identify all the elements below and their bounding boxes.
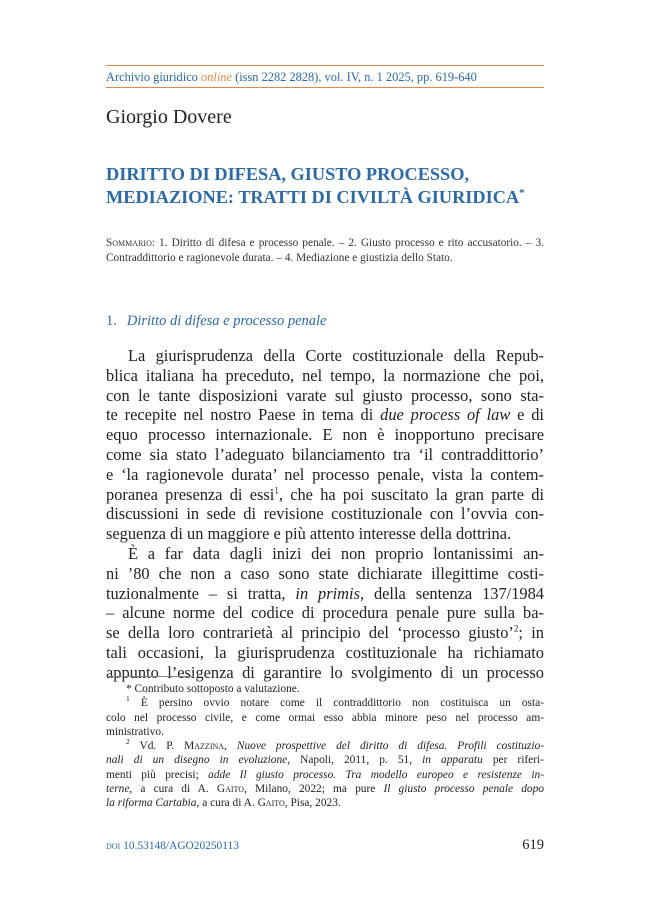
text-line: discussioni in sede di revisione costituzionale con l’ovvia con- (106, 504, 544, 524)
text-line: tali occasioni, la giurisprudenza costituzionale ha richiamato (106, 642, 544, 662)
paragraph-1 (106, 346, 544, 544)
footnote-ref-2: 2 (513, 623, 519, 634)
summary-label: Sommario (106, 237, 152, 249)
italic-term: due process of law (380, 405, 511, 425)
doi-label: doi (106, 840, 121, 852)
footnote-line (106, 796, 544, 810)
text-span: per riferi- (482, 754, 544, 767)
text-span: , Milano, 2022; ma pure (244, 783, 384, 796)
footnote-line: colo nel processo civile, e come ormai esso abbia minore peso nel processo am- (106, 711, 544, 724)
summary (106, 236, 544, 265)
italic-term: in primis (295, 583, 360, 603)
footnote-line: ministrativo. (106, 725, 164, 738)
footnotes (106, 682, 544, 811)
text-line: La giurisprudenza della Corte costituzionale della Repub- (128, 346, 544, 365)
journal-online: online (200, 70, 232, 84)
section-heading (106, 313, 327, 330)
text-line: equo processo internazionale. E non è inopportuno precisare (106, 425, 544, 445)
text-span: È persino ovvio notare come il contraddittorio non costituisca un osta- (140, 697, 544, 710)
text-span: ; in (518, 623, 544, 643)
paragraph-2 (106, 544, 544, 683)
text-line: e ‘la ragionevole durata’ nel processo penale, vista la contem- (106, 464, 544, 484)
footnote-line (106, 739, 544, 753)
italic-title: adde Il giusto processo. Tra modello europeo e resistenze in- (208, 768, 544, 781)
text-line: blica italiana ha preceduto, nel tempo, la normazione che poi, (106, 365, 544, 385)
italic-title: Il giusto processo penale dopo (383, 783, 545, 796)
footnote-ref-1: 1 (274, 485, 279, 496)
text-line (106, 623, 544, 643)
text-span: , Pisa, 2023. (284, 797, 341, 810)
text-line (106, 485, 544, 505)
footnote-1 (106, 696, 544, 739)
footnote-star: * Contributo sottoposto a valutazione. (126, 683, 300, 695)
italic-title: la riforma Cartabia (106, 797, 197, 810)
text-line: appunto l’esigenza di garantire lo svolgimento di un processo (106, 662, 544, 682)
footnote-separator (106, 676, 194, 677)
author-smallcaps: Gaito (216, 783, 245, 796)
footnote-line (106, 768, 544, 782)
text-span: , a cura di A. (196, 797, 258, 810)
text-span: , (224, 740, 237, 753)
doi-footer (106, 840, 239, 852)
text-span: , della sentenza 137/1984 (359, 583, 544, 603)
text-span: menti più precisi; (106, 768, 209, 781)
italic-title: terne (106, 783, 130, 796)
title-line-1: DIRITTO DI DIFESA, GIUSTO PROCESSO, (106, 164, 470, 184)
text-line: È a far data dagli inizi dei non proprio lontanissimi an- (128, 543, 544, 563)
body-text (106, 346, 544, 683)
header-top-rule (106, 65, 544, 66)
text-line: – alcune norme del codice di procedura penale pure sulla ba- (106, 603, 544, 623)
author-smallcaps: Gaito (257, 797, 285, 810)
text-line: con le tante disposizioni varate sul giusto processo, sono sta- (106, 385, 544, 405)
section-title: Diritto di difesa e processo penale (126, 313, 327, 329)
text-span: tuzionalmente – si tratta, (106, 583, 296, 603)
author-name: Giorgio Dovere (106, 106, 232, 128)
italic-term: in apparatu (422, 754, 483, 767)
text-line (106, 405, 544, 425)
page-number: 619 (522, 837, 544, 853)
text-line: come sia stato l’adeguato bilanciamento tra ‘il contraddittorio’ (106, 444, 544, 464)
text-span: te recepite nel nostro Paese in tema di (106, 405, 381, 425)
text-span: poranea presenza di essi (106, 484, 275, 504)
text-span: , a cura di A. (129, 783, 217, 796)
text-span: Vd. P. (139, 740, 185, 753)
journal-header (106, 70, 544, 85)
title-footnote-mark: * (519, 186, 525, 199)
footnote-mark-1: 1 (126, 694, 130, 704)
header-bottom-rule (106, 87, 544, 88)
text-line: ni ’80 che non a caso sono state dichiarate illegittime costi- (106, 563, 544, 583)
title-line-2-text: MEDIAZIONE: TRATTI DI CIVILTÀ GIURIDICA (106, 187, 520, 207)
text-line: seguenza di un maggiore e più attento interesse della dottrina. (106, 524, 512, 544)
text-line (106, 584, 544, 604)
doi-link[interactable]: 10.53148/AGO20250113 (123, 840, 239, 852)
journal-details: (issn 2282 2828), vol. IV, n. 1 2025, pp. 619-640 (231, 70, 477, 84)
text-span: , che ha poi suscitato la gran parte di (278, 484, 545, 504)
author-smallcaps: Mazzina (184, 740, 225, 753)
italic-title: Nuove prospettive del diritto di difesa. Profili costituzio- (236, 740, 544, 753)
footnote-line (106, 753, 544, 767)
text-span: , Napoli, 2011, p. 51, (287, 754, 423, 767)
italic-title: nali di un disegno in evoluzione (106, 754, 288, 767)
text-span: se della loro contrarietà al principio del ‘processo giusto’ (106, 623, 514, 643)
footnote-2 (106, 739, 544, 810)
paper-title (106, 163, 556, 209)
summary-text: : 1. Diritto di difesa e processo penale. – 2. Giusto processo e rito accusatorio. – 3. Contraddittorio e ragionevole durata. – 4. Mediazione e giustizia dello Stato. (106, 237, 544, 264)
footnote-mark-2: 2 (126, 737, 130, 747)
text-span: e di (510, 405, 544, 425)
title-line-2 (106, 186, 556, 209)
section-number: 1. (106, 313, 117, 329)
footnote-line (106, 696, 544, 710)
footnote-line (106, 782, 544, 796)
journal-name: Archivio giuridico (106, 70, 201, 84)
